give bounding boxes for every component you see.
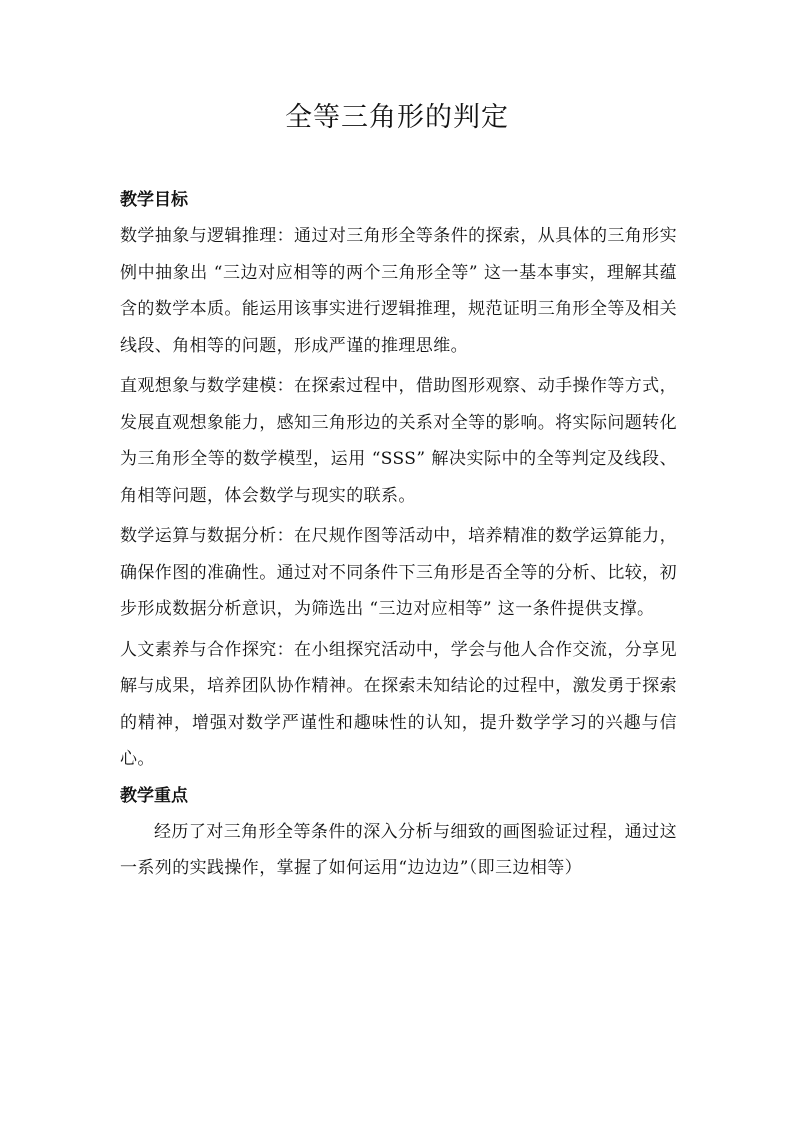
section-heading: 教学目标	[120, 190, 188, 210]
section-heading: 教学重点	[120, 785, 188, 806]
section-teaching-goals	[120, 182, 677, 778]
section-teaching-focus	[120, 778, 677, 887]
paragraph-focus: 经历了对三角形全等条件的深入分析与细致的画图验证过程，通过这一系列的实践操作，掌握了如何运用“边边边”（即三边相等）	[120, 821, 677, 878]
document-title: 全等三角形的判定	[285, 102, 509, 133]
document-body	[120, 182, 677, 887]
paragraph-computation-analysis: 数学运算与数据分析：在尺规作图等活动中，培养精准的数学运算能力，确保作图的准确性。通过对不同条件下三角形是否全等的分析、比较，初步形成数据分析意识，为筛选出 “三边对应相等” 这一条件提供支撑。	[120, 526, 677, 619]
paragraph-intuition-modeling: 直观想象与数学建模：在探索过程中，借助图形观察、动手操作等方式，发展直观想象能力，感知三角形边的关系对全等的影响。将实际问题转化为三角形全等的数学模型，运用 “SSS” 解决实际中的全等判定及线段、角相等问题，体会数学与现实的联系。	[120, 376, 677, 506]
paragraph-abstraction-reasoning: 数学抽象与逻辑推理：通过对三角形全等条件的探索，从具体的三角形实例中抽象出 “三边对应相等的两个三角形全等” 这一基本事实，理解其蕴含的数学本质。能运用该事实进行逻辑推理，规范证明三角形全等及相关线段、角相等的问题，形成严谨的推理思维。	[120, 226, 677, 356]
paragraph-humanities-cooperation: 人文素养与合作探究：在小组探究活动中，学会与他人合作交流，分享见解与成果，培养团队协作精神。在探索未知结论的过程中，激发勇于探索的精神，增强对数学严谨性和趣味性的认知，提升数学学习的兴趣与信心。	[120, 639, 677, 769]
